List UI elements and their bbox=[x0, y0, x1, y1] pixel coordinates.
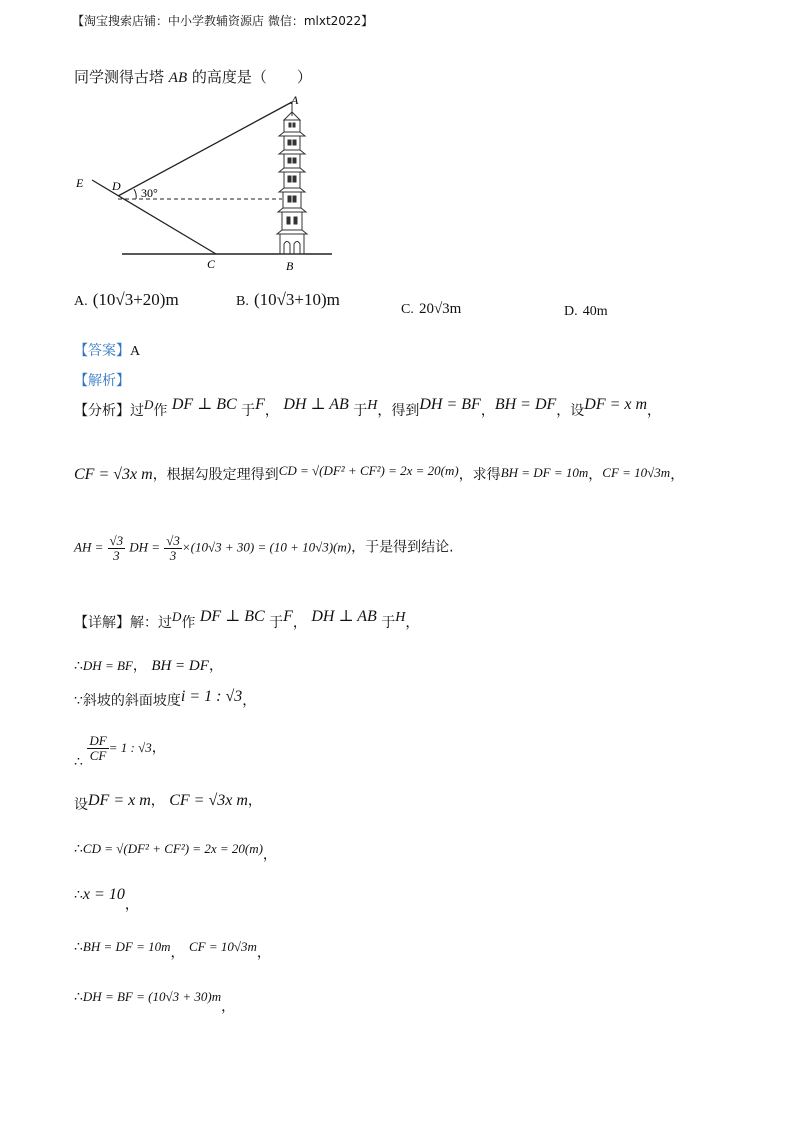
detail-line-4 bbox=[74, 733, 166, 771]
text: 于 bbox=[353, 403, 368, 419]
label-d: D bbox=[112, 179, 121, 193]
label-a: A bbox=[291, 93, 299, 107]
math: DH = BF bbox=[82, 658, 133, 673]
option-b[interactable] bbox=[236, 290, 340, 310]
fraction-num: √3 bbox=[109, 533, 124, 548]
fraction bbox=[108, 534, 126, 562]
text: ，求得 bbox=[458, 467, 501, 483]
text: ， bbox=[247, 793, 262, 809]
because-symbol: ∵ bbox=[74, 694, 83, 709]
text: 于 bbox=[241, 403, 256, 419]
therefore-symbol: ∴ bbox=[74, 842, 83, 857]
math: DH = bbox=[129, 539, 161, 555]
math: AH = bbox=[74, 539, 104, 555]
math: H bbox=[395, 610, 406, 625]
math: BH = DF = 10m bbox=[500, 465, 589, 480]
math: F bbox=[255, 396, 265, 413]
fenxi-line-3 bbox=[74, 534, 454, 562]
math: DH = BF = (10√3 + 30)m bbox=[82, 989, 222, 1004]
therefore-symbol: ∴ bbox=[74, 888, 83, 903]
text: ， bbox=[292, 615, 307, 631]
text: ，得到 bbox=[377, 403, 420, 419]
math: CD = √(DF² + CF²) = 2x = 20(m) bbox=[278, 463, 459, 478]
math: i = 1 : √3 bbox=[180, 688, 243, 705]
text: 斜坡的斜面坡度 bbox=[82, 693, 181, 709]
option-d[interactable] bbox=[564, 300, 608, 320]
text: ， bbox=[132, 658, 147, 674]
math: CF = √3x m bbox=[74, 466, 153, 483]
text: 过 bbox=[130, 403, 144, 419]
fraction-den: 3 bbox=[113, 547, 120, 563]
text: ， bbox=[256, 945, 271, 961]
sight-line bbox=[118, 102, 292, 196]
text: ， bbox=[208, 658, 223, 674]
detail-line-5 bbox=[74, 790, 262, 813]
text: ， bbox=[221, 999, 236, 1015]
option-a-letter: A. bbox=[74, 294, 88, 309]
fraction-den: CF bbox=[89, 747, 107, 763]
math: DH = BF bbox=[419, 396, 481, 413]
math: x = 10 bbox=[82, 886, 125, 903]
answer-tag: 【答案】 bbox=[74, 343, 130, 359]
detail-line-3 bbox=[74, 690, 256, 710]
option-c-expr: 20√3m bbox=[418, 301, 462, 317]
option-b-expr: (10√3+10)m bbox=[253, 290, 340, 309]
math: H bbox=[367, 398, 378, 413]
math: BH = DF bbox=[494, 396, 557, 413]
text: ，设 bbox=[556, 403, 585, 419]
therefore-symbol: ∴ bbox=[74, 940, 83, 955]
fraction bbox=[164, 534, 182, 562]
fraction-num: DF bbox=[89, 733, 107, 748]
label-e: E bbox=[76, 176, 84, 190]
text: ，于是得到结论. bbox=[351, 539, 454, 556]
math: CD = √(DF² + CF²) = 2x = 20(m) bbox=[82, 841, 263, 856]
text: ， bbox=[670, 467, 685, 483]
fenxi-line-2 bbox=[74, 464, 684, 484]
text: 于 bbox=[269, 615, 284, 631]
text: ， bbox=[124, 897, 139, 913]
answer-value: A bbox=[130, 344, 141, 359]
math: DH ⊥ AB bbox=[283, 396, 349, 413]
answer-line bbox=[74, 340, 140, 360]
text: ， bbox=[480, 403, 495, 419]
text: 设 bbox=[74, 797, 88, 813]
fraction-den: 3 bbox=[169, 547, 177, 563]
option-a[interactable] bbox=[74, 290, 179, 310]
therefore-symbol: ∴ bbox=[74, 659, 83, 674]
option-c-letter: C. bbox=[401, 302, 414, 317]
label-c: C bbox=[207, 257, 216, 271]
fenxi-tag: 【分析】 bbox=[74, 403, 130, 419]
pagoda-figure bbox=[70, 92, 340, 274]
detail-line-7 bbox=[74, 884, 139, 913]
math: BH = DF = 10m bbox=[82, 939, 171, 954]
stem-suffix: 的高度是（ ） bbox=[191, 68, 312, 86]
analysis-tag: 【解析】 bbox=[74, 373, 130, 389]
option-b-letter: B. bbox=[236, 294, 249, 309]
option-d-letter: D. bbox=[564, 304, 578, 319]
stem-prefix: 同学测得古塔 bbox=[74, 68, 165, 86]
math: DF ⊥ BC bbox=[199, 608, 265, 625]
text: ， bbox=[262, 847, 277, 863]
math: = 1 : √3 bbox=[108, 740, 152, 756]
detail-line-6 bbox=[74, 838, 277, 863]
math: DH ⊥ AB bbox=[311, 608, 377, 625]
option-a-expr: (10√3+20)m bbox=[92, 290, 179, 309]
detail-tag: 【详解】解：过 bbox=[74, 615, 172, 631]
math: CF = 10√3m bbox=[602, 465, 671, 480]
text: 作 bbox=[181, 615, 196, 631]
option-c[interactable] bbox=[401, 298, 461, 318]
text: ， bbox=[647, 403, 662, 419]
stem-var: AB bbox=[168, 70, 188, 86]
text: ， bbox=[405, 615, 420, 631]
math: CF = √3x m bbox=[169, 792, 248, 809]
text: 作 bbox=[153, 403, 168, 419]
text: ， bbox=[151, 740, 166, 757]
text: ， bbox=[264, 403, 279, 419]
fraction-num: √3 bbox=[166, 533, 180, 548]
text: ， bbox=[588, 467, 603, 483]
pagoda-drawing bbox=[277, 102, 307, 254]
math: BH = DF bbox=[151, 658, 209, 674]
fraction bbox=[87, 734, 108, 762]
math: F bbox=[283, 608, 293, 625]
detail-line-9 bbox=[74, 986, 236, 1015]
detail-line-2 bbox=[74, 655, 223, 675]
math: CF = 10√3m bbox=[188, 939, 257, 954]
option-d-expr: 40m bbox=[582, 304, 608, 319]
detail-line-1 bbox=[74, 608, 420, 632]
fenxi-line-1 bbox=[74, 396, 662, 420]
therefore-symbol: ∴ bbox=[74, 755, 83, 771]
text: ，根据勾股定理得到 bbox=[152, 467, 279, 483]
header-text: 【淘宝搜索店铺：中小学教辅资源店 微信：mlxt2022】 bbox=[72, 14, 374, 28]
angle-arc bbox=[134, 189, 136, 199]
math: ×(10√3 + 30) = (10 + 10√3)(m) bbox=[181, 539, 352, 555]
math: DF ⊥ BC bbox=[171, 396, 237, 413]
label-angle: 30° bbox=[141, 186, 158, 200]
math: DF = x m bbox=[88, 792, 151, 809]
question-stem bbox=[74, 66, 312, 87]
therefore-symbol: ∴ bbox=[74, 990, 83, 1005]
text: 于 bbox=[381, 615, 396, 631]
text: ， bbox=[242, 693, 257, 709]
text: ， bbox=[170, 945, 185, 961]
text: ， bbox=[150, 793, 165, 809]
math: D bbox=[172, 609, 182, 624]
detail-line-8 bbox=[74, 936, 271, 961]
math: DF = x m bbox=[584, 396, 648, 413]
label-b: B bbox=[286, 259, 294, 273]
math: D bbox=[144, 397, 154, 412]
